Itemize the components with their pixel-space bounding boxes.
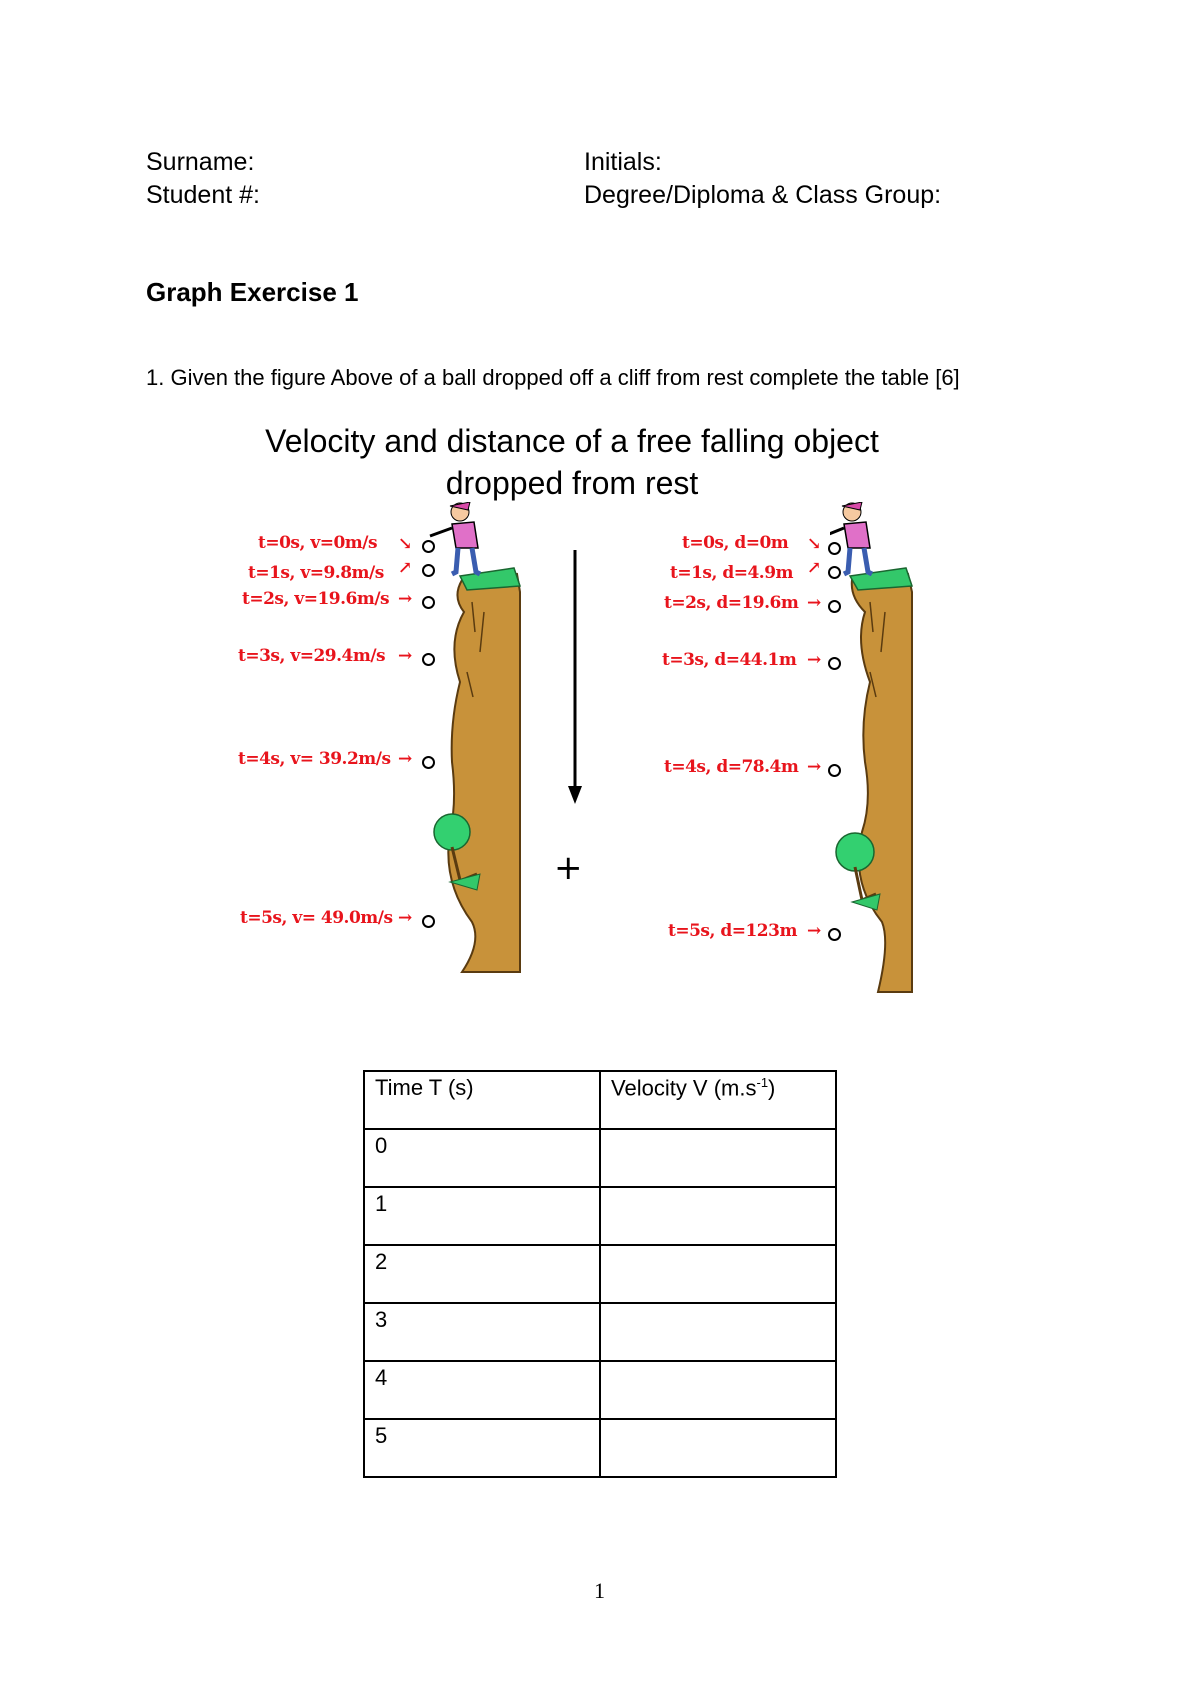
- arrow-icon: ↘: [807, 534, 821, 554]
- velocity-label-t1: t=1s, v=9.8m/s: [248, 563, 384, 583]
- arrow-icon: →: [807, 921, 821, 941]
- ball-icon: [828, 928, 841, 941]
- distance-label-t5: t=5s, d=123m: [668, 921, 797, 941]
- distance-label-t0: t=0s, d=0m: [682, 533, 789, 553]
- velocity-label-t3: t=3s, v=29.4m/s: [238, 646, 386, 666]
- free-fall-figure: [222, 420, 1200, 1000]
- table-row: [364, 1303, 836, 1361]
- figure-title-line2: dropped from rest: [445, 465, 699, 501]
- time-cell: 2: [364, 1245, 600, 1303]
- surname-label: Surname:: [146, 148, 255, 176]
- velocity-answer-cell[interactable]: [600, 1245, 836, 1303]
- velocity-answer-cell[interactable]: [600, 1361, 836, 1419]
- velocity-column-header: Velocity V $(m.s^{-1})$: [600, 1071, 836, 1129]
- distance-label-t1: t=1s, d=4.9m: [670, 563, 794, 583]
- figure-title-line1: Velocity and distance of a free falling object: [265, 423, 879, 459]
- ball-icon: [422, 756, 435, 769]
- velocity-answer-cell[interactable]: [600, 1187, 836, 1245]
- arrow-icon: →: [807, 593, 821, 613]
- student-number-label: Student #:: [146, 181, 260, 209]
- arrow-icon: →: [807, 650, 821, 670]
- time-cell: 5: [364, 1419, 600, 1477]
- arrow-icon: →: [398, 908, 412, 928]
- table-row: [364, 1187, 836, 1245]
- time-cell: 1: [364, 1187, 600, 1245]
- arrow-icon: →: [398, 749, 412, 769]
- distance-label-t4: t=4s, d=78.4m: [664, 757, 799, 777]
- ball-icon: [828, 657, 841, 670]
- arrow-icon: ↗: [398, 558, 412, 578]
- ball-icon: [828, 764, 841, 777]
- answer-table: [363, 1070, 837, 1478]
- time-column-header: Time T (s): [364, 1071, 600, 1129]
- page-number: 1: [594, 1578, 605, 1603]
- ball-icon: [422, 915, 435, 928]
- table-row: [364, 1361, 836, 1419]
- time-cell: 3: [364, 1303, 600, 1361]
- arrow-icon: ↗: [807, 558, 821, 578]
- plus-sign: +: [554, 848, 583, 888]
- velocity-label-t2: t=2s, v=19.6m/s: [242, 589, 390, 609]
- velocity-label-t0: t=0s, v=0m/s: [258, 533, 378, 553]
- arrow-icon: →: [807, 757, 821, 777]
- question-text: 1. Given the figure Above of a ball dropped off a cliff from rest complete the table [6]: [146, 365, 960, 390]
- right-cliff-illustration: [830, 502, 950, 997]
- initials-label: Initials:: [584, 148, 662, 176]
- downward-arrow-icon: [560, 550, 590, 810]
- ball-icon: [828, 542, 841, 555]
- velocity-answer-cell[interactable]: [600, 1303, 836, 1361]
- ball-icon: [422, 540, 435, 553]
- ball-icon: [422, 564, 435, 577]
- page-title: Graph Exercise 1: [146, 277, 359, 307]
- distance-label-t2: t=2s, d=19.6m: [664, 593, 799, 613]
- velocity-answer-cell[interactable]: [600, 1419, 836, 1477]
- velocity-answer-cell[interactable]: [600, 1129, 836, 1187]
- arrow-icon: ↘: [398, 534, 412, 554]
- distance-label-t3: t=3s, d=44.1m: [662, 650, 797, 670]
- velocity-label-t5: t=5s, v= 49.0m/s: [240, 908, 393, 928]
- time-cell: 0: [364, 1129, 600, 1187]
- table-header-row: [364, 1071, 836, 1129]
- table-row: [364, 1129, 836, 1187]
- ball-icon: [422, 596, 435, 609]
- velocity-label-t4: t=4s, v= 39.2m/s: [238, 749, 391, 769]
- table-row: [364, 1245, 836, 1303]
- left-cliff-illustration: [422, 502, 542, 977]
- degree-class-label: Degree/Diploma & Class Group:: [584, 181, 942, 209]
- ball-icon: [828, 566, 841, 579]
- ball-icon: [422, 653, 435, 666]
- time-cell: 4: [364, 1361, 600, 1419]
- arrow-icon: →: [398, 646, 412, 666]
- arrow-icon: →: [398, 589, 412, 609]
- ball-icon: [828, 600, 841, 613]
- table-row: [364, 1419, 836, 1477]
